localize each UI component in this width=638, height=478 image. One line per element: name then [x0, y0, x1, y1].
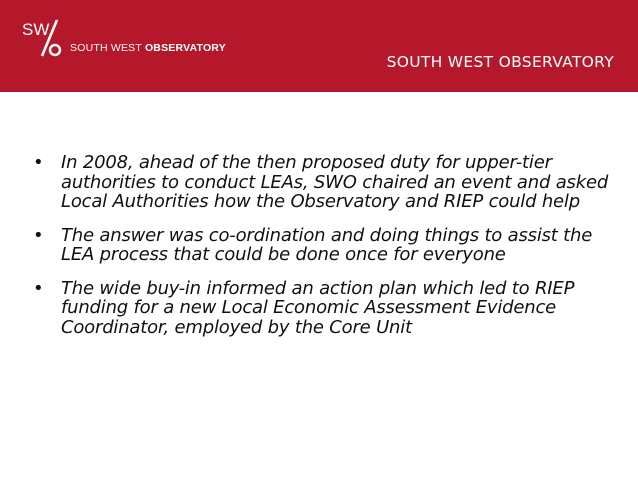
bullet-point-icon: • [33, 152, 44, 173]
logo-wordmark-light: SOUTH WEST [70, 42, 145, 54]
bullet-list [32, 153, 612, 351]
logo-wordmark-bold: OBSERVATORY [144, 42, 226, 54]
svg-text:SW: SW [22, 20, 50, 39]
bullet-item [32, 279, 612, 338]
bullet-point-icon: • [33, 224, 44, 246]
logo [22, 18, 252, 58]
bullet-text: In 2008, ahead of the then proposed duty for upper-tier authorities to conduct LEAs, SWO chaired an event and asked Local Authorities how the Observatory and RIEP could help [61, 152, 609, 212]
header-title: SOUTH WEST OBSERVATORY [386, 53, 614, 71]
bullet-text: The answer was co-ordination and doing things to assist the LEA process that could be done once for everyone [61, 224, 593, 265]
header-banner [0, 0, 638, 92]
logo-wordmark [70, 42, 226, 54]
sw-percent-logo-icon [22, 18, 70, 58]
bullet-point-icon: • [33, 277, 44, 299]
bullet-item [32, 153, 612, 212]
bullet-item [32, 226, 612, 265]
bullet-text: The wide buy-in informed an action plan which led to RIEP funding for a new Local Economic Assessment Evidence Coordinator, employed by the Core Unit [61, 277, 575, 338]
